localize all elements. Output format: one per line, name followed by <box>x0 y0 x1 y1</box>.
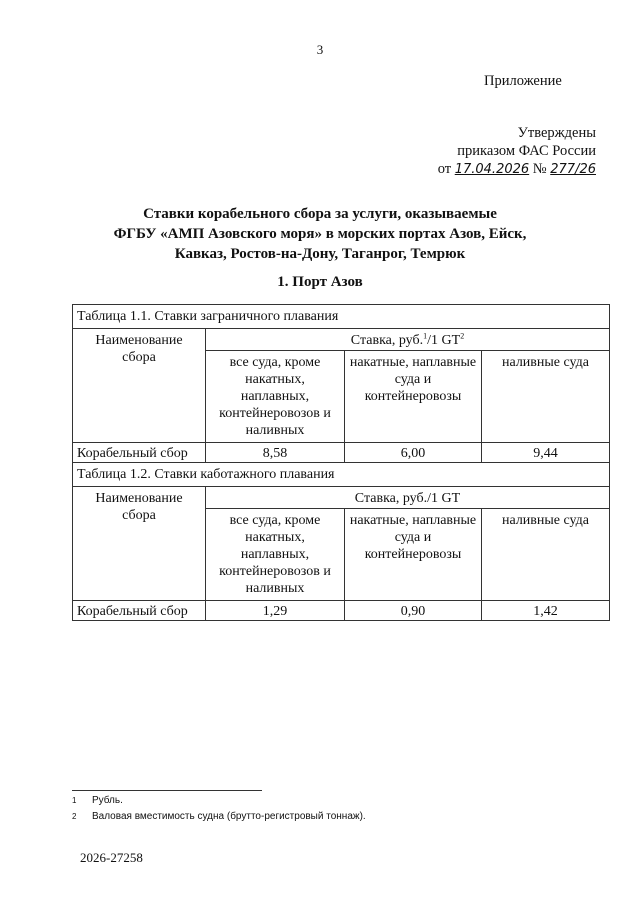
rate-header: Ставка, руб.$^1$/1 $GT^2$ <box>206 329 610 351</box>
title-line2: ФГБУ «АМП Азовского моря» в морских портах Азов, Ейск, <box>113 226 527 242</box>
approval-block <box>438 124 596 179</box>
footnotes <box>72 793 366 825</box>
table-caption: Таблица 1.1. Ставки заграничного плавания <box>73 305 610 329</box>
column-header: все суда, кроме накатных, наплавных, контейнеровозов и наливных <box>206 351 345 443</box>
approval-date: 17.04.2026 <box>454 162 530 177</box>
table-cell: 1,29 <box>206 601 345 621</box>
footnote-text: Валовая вместимость судна (брутто-регистровый тоннаж). <box>92 811 366 822</box>
name-header: Наименование сбора <box>73 487 206 601</box>
footnote <box>72 793 366 809</box>
footnote-mark: 1 <box>72 796 77 805</box>
table-cell: 6,00 <box>345 443 482 463</box>
approval-line1: Утверждены <box>517 125 596 141</box>
footnote-divider <box>72 790 262 791</box>
section-heading: 1. Порт Азов <box>277 274 363 290</box>
footnote-text: Рубль. <box>92 795 123 806</box>
footnote-mark: 2 <box>72 812 77 821</box>
table-cell: 0,90 <box>345 601 482 621</box>
column-header: накатные, наплавные суда и контейнеровозы <box>345 509 482 601</box>
approval-number: 277/26 <box>550 162 596 177</box>
name-header: Наименование сбора <box>73 329 206 443</box>
appendix-label: Приложение <box>484 73 562 89</box>
rate-header: Ставка, руб./1 GT <box>206 487 610 509</box>
title-line1: Ставки корабельного сбора за услуги, оказываемые <box>143 206 497 222</box>
approval-line3 <box>438 160 596 179</box>
row-label: Корабельный сбор <box>73 443 206 463</box>
footnote <box>72 809 366 825</box>
column-header: наливные суда <box>482 351 610 443</box>
title-line3: Кавказ, Ростов-на-Дону, Таганрог, Темрюк <box>174 246 466 262</box>
footnote-mark-1: 1 <box>423 331 428 341</box>
footnote-mark-2: 2 <box>460 331 465 341</box>
column-header: все суда, кроме накатных, наплавных, контейнеровозов и наливных <box>206 509 345 601</box>
page-number: 3 <box>316 42 324 57</box>
table-caption: Таблица 1.2. Ставки каботажного плавания <box>73 463 610 487</box>
approval-number-prefix: № <box>532 161 547 177</box>
document-code: 2026-27258 <box>80 850 143 865</box>
approval-from-prefix: от <box>437 161 452 177</box>
rates-table-foreign <box>72 304 610 621</box>
document-title <box>60 204 580 264</box>
approval-line2: приказом ФАС России <box>457 143 596 159</box>
column-header: наливные суда <box>482 509 610 601</box>
table-cell: 8,58 <box>206 443 345 463</box>
row-label: Корабельный сбор <box>73 601 206 621</box>
column-header: накатные, наплавные суда и контейнеровозы <box>345 351 482 443</box>
table-cell: 9,44 <box>482 443 610 463</box>
table-cell: 1,42 <box>482 601 610 621</box>
